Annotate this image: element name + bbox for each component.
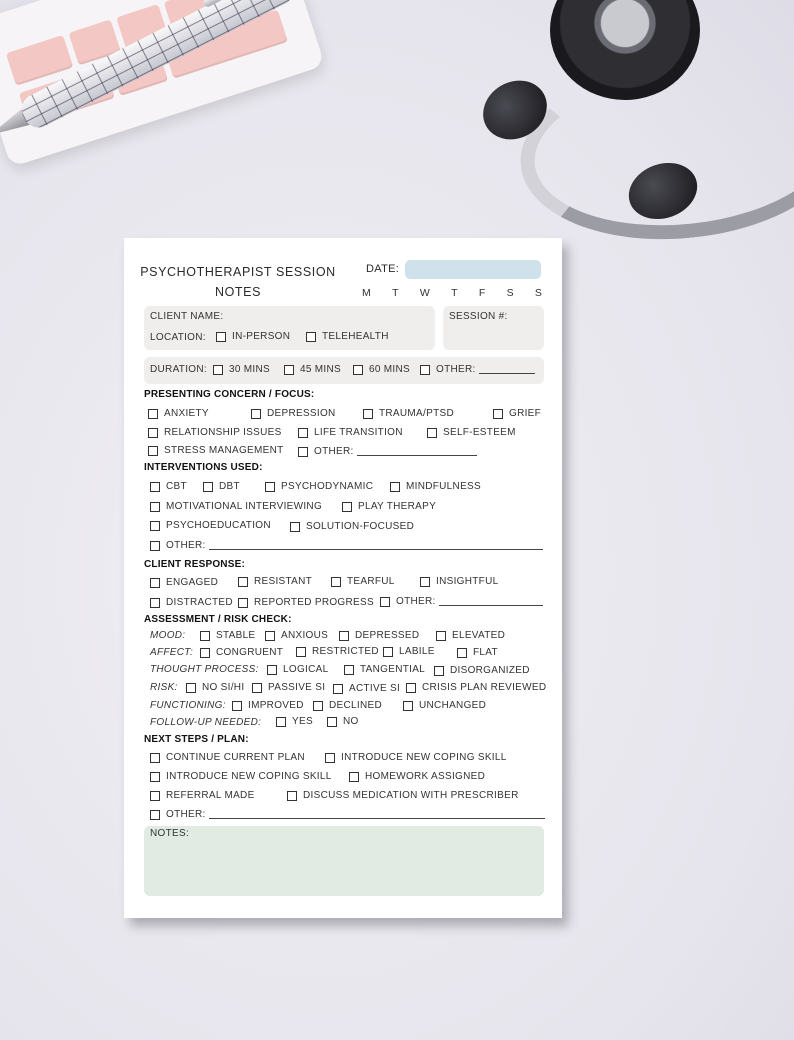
option-label: LOGICAL [283,664,329,675]
option-label: MOTIVATIONAL INTERVIEWING [166,501,323,512]
option-label: TRAUMA/PTSD [379,408,454,419]
checkbox[interactable] [150,482,160,492]
checkbox[interactable] [150,753,160,763]
weekday-saturday[interactable]: S [506,287,514,299]
option-label: ANXIETY [164,408,209,419]
checkbox[interactable] [150,772,160,782]
checkbox[interactable] [265,482,275,492]
plan-homework-option[interactable] [349,771,485,782]
session-notes-sheet [124,238,562,918]
checkbox[interactable] [200,631,210,641]
response-insightful-option[interactable] [420,576,498,587]
option-label: OTHER: [166,809,206,820]
checkbox[interactable] [298,447,308,457]
checkbox[interactable] [232,701,242,711]
option-label: REPORTED PROGRESS [254,597,374,608]
checkbox[interactable] [325,753,335,763]
checkbox[interactable] [353,365,363,375]
write-in-line[interactable] [439,597,543,606]
option-label: NO [343,716,359,727]
option-label: DISCUSS MEDICATION WITH PRESCRIBER [303,790,519,801]
client-response-heading: CLIENT RESPONSE: [144,559,245,570]
functioning-improved-option[interactable] [232,700,304,711]
functioning-unchanged-option[interactable] [403,700,486,711]
checkbox[interactable] [363,409,373,419]
intervention-solution-focused-option[interactable] [290,521,414,532]
concern-depression-option[interactable] [251,408,336,419]
session-number-label: SESSION #: [449,311,508,322]
option-label: STABLE [216,630,256,641]
plan-medication-option[interactable] [287,790,519,801]
option-label: UNCHANGED [419,700,487,711]
location-in-person-option[interactable] [216,331,290,342]
option-label: TANGENTIAL [360,664,426,675]
mood-label: MOOD: [150,630,186,641]
concern-anxiety-option[interactable] [148,408,209,419]
write-in-line[interactable] [209,541,543,550]
option-label: MINDFULNESS [406,481,481,492]
checkbox[interactable] [150,578,160,588]
intervention-psychodynamic-option[interactable] [265,481,373,492]
location-label: LOCATION: [150,332,206,343]
mood-stable-option[interactable] [200,630,255,641]
checkbox[interactable] [150,598,160,608]
response-engaged-option[interactable] [150,577,218,588]
intervention-cbt-option[interactable] [150,481,187,492]
option-label: INSIGHTFUL [436,576,499,587]
interventions-heading: INTERVENTIONS USED: [144,462,263,473]
checkbox[interactable] [252,683,262,693]
checkbox[interactable] [436,631,446,641]
duration-label: DURATION: [150,364,207,375]
checkbox[interactable] [327,717,337,727]
notes-label: NOTES: [150,828,190,839]
checkbox[interactable] [493,409,503,419]
option-label: RESTRICTED [312,646,379,657]
plan-coping-skill-option[interactable] [325,752,507,763]
checkbox[interactable] [287,791,297,801]
checkbox[interactable] [406,683,416,693]
option-label: OTHER: [396,596,436,607]
affect-flat-option[interactable] [457,647,498,658]
plan-coping-skill-option-2[interactable] [150,771,332,782]
location-telehealth-option[interactable] [306,331,389,342]
presenting-concern-heading: PRESENTING CONCERN / FOCUS: [144,389,315,400]
option-label: TELEHEALTH [322,331,389,342]
option-label: LABILE [399,646,435,657]
checkbox[interactable] [150,791,160,801]
thought-tangential-option[interactable] [344,664,425,675]
functioning-declined-option[interactable] [313,700,382,711]
risk-crisis-plan-option[interactable] [406,682,546,693]
option-label: DBT [219,481,240,492]
weekday-row [362,287,542,299]
checkbox[interactable] [216,332,226,342]
checkbox[interactable] [284,365,294,375]
option-label: GRIEF [509,408,542,419]
option-label: PSYCHODYNAMIC [281,481,374,492]
checkbox[interactable] [150,541,160,551]
client-name-label: CLIENT NAME: [150,311,224,322]
checkbox[interactable] [298,428,308,438]
risk-label: RISK: [150,682,178,693]
option-label: 45 MINS [300,364,342,375]
checkbox[interactable] [276,717,286,727]
option-label: DECLINED [329,700,382,711]
checkbox[interactable] [339,631,349,641]
duration-other-option[interactable] [420,364,535,375]
checkbox[interactable] [265,631,275,641]
concern-life-transition-option[interactable] [298,427,403,438]
option-label: OTHER: [314,446,354,457]
checkbox[interactable] [150,810,160,820]
option-label: ENGAGED [166,577,219,588]
checkbox[interactable] [313,701,323,711]
assessment-heading: ASSESSMENT / RISK CHECK: [144,614,292,625]
checkbox[interactable] [349,772,359,782]
option-label: OTHER: [436,364,476,375]
date-field[interactable] [405,260,541,279]
option-label: LIFE TRANSITION [314,427,403,438]
option-label: 30 MINS [229,364,271,375]
option-label: PLAY THERAPY [358,501,437,512]
write-in-line[interactable] [209,810,545,819]
option-label: INTRODUCE NEW COPING SKILL [166,771,332,782]
next-steps-heading: NEXT STEPS / PLAN: [144,734,249,745]
option-label: STRESS MANAGEMENT [164,445,284,456]
date-label: DATE: [366,263,400,275]
option-label: DISORGANIZED [450,665,530,676]
option-label: HOMEWORK ASSIGNED [365,771,486,782]
thought-process-label: THOUGHT PROCESS: [150,664,259,675]
response-tearful-option[interactable] [331,576,395,587]
plan-other-option[interactable] [150,809,545,820]
option-label: FLAT [473,647,498,658]
weekday-thursday[interactable]: T [451,287,458,299]
affect-labile-option[interactable] [383,646,435,657]
plan-referral-option[interactable] [150,790,255,801]
intervention-other-option[interactable] [150,540,543,551]
option-label: NO SI/HI [202,682,245,693]
follow-up-yes-option[interactable] [276,716,313,727]
checkbox[interactable] [333,684,343,694]
option-label: TEARFUL [347,576,395,587]
checkbox[interactable] [148,446,158,456]
option-label: RELATIONSHIP ISSUES [164,427,282,438]
option-label: REFERRAL MADE [166,790,255,801]
write-in-line[interactable] [357,447,477,456]
option-label: SELF-ESTEEM [443,427,516,438]
risk-passive-si-option[interactable] [252,682,325,693]
option-label: IN-PERSON [232,331,291,342]
affect-congruent-option[interactable] [200,647,283,658]
checkbox[interactable] [238,577,248,587]
mood-depressed-option[interactable] [339,630,419,641]
option-label: ANXIOUS [281,630,329,641]
checkbox[interactable] [403,701,413,711]
option-label: IMPROVED [248,700,304,711]
affect-label: AFFECT: [150,647,194,658]
weekday-friday[interactable]: F [478,287,486,299]
option-label: DEPRESSED [355,630,420,641]
duration-60-option[interactable] [353,364,410,375]
option-label: YES [292,716,313,727]
checkbox[interactable] [457,648,467,658]
checkbox[interactable] [213,365,223,375]
checkbox[interactable] [383,647,393,657]
checkbox[interactable] [342,502,352,512]
risk-no-si-option[interactable] [186,682,244,693]
follow-up-label: FOLLOW-UP NEEDED: [150,717,262,728]
intervention-play-therapy-option[interactable] [342,501,436,512]
checkbox[interactable] [150,502,160,512]
follow-up-no-option[interactable] [327,716,359,727]
write-in-line[interactable] [479,365,535,374]
duration-30-option[interactable] [213,364,270,375]
response-other-option[interactable] [380,596,543,607]
intervention-dbt-option[interactable] [203,481,240,492]
concern-self-esteem-option[interactable] [427,427,516,438]
weekday-wednesday[interactable]: W [419,287,430,299]
checkbox[interactable] [344,665,354,675]
weekday-monday[interactable]: M [362,287,371,299]
option-label: PSYCHOEDUCATION [166,520,271,531]
checkbox[interactable] [238,598,248,608]
checkbox[interactable] [251,409,261,419]
checkbox[interactable] [380,597,390,607]
checkbox[interactable] [390,482,400,492]
checkbox[interactable] [267,665,277,675]
option-label: DEPRESSION [267,408,336,419]
concern-trauma-option[interactable] [363,408,454,419]
checkbox[interactable] [427,428,437,438]
plan-continue-option[interactable] [150,752,305,763]
option-label: DISTRACTED [166,597,233,608]
intervention-mindfulness-option[interactable] [390,481,481,492]
option-label: OTHER: [166,540,206,551]
thought-disorganized-option[interactable] [434,665,530,676]
option-label: INTRODUCE NEW COPING SKILL [341,752,507,763]
mood-anxious-option[interactable] [265,630,328,641]
checkbox[interactable] [306,332,316,342]
checkbox[interactable] [420,365,430,375]
checkbox[interactable] [148,428,158,438]
intervention-psychoeducation-option[interactable] [150,520,271,531]
concern-stress-option[interactable] [148,445,284,456]
checkbox[interactable] [420,577,430,587]
concern-other-option[interactable] [298,446,477,457]
option-label: 60 MINS [369,364,411,375]
option-label: ACTIVE SI [349,683,401,694]
option-label: CBT [166,481,187,492]
option-label: ELEVATED [452,630,506,641]
keyboard [0,0,325,167]
intervention-motivational-option[interactable] [150,501,322,512]
response-distracted-option[interactable] [150,597,233,608]
checkbox[interactable] [296,647,306,657]
option-label: CRISIS PLAN REVIEWED [422,682,547,693]
functioning-label: FUNCTIONING: [150,700,226,711]
checkbox[interactable] [200,648,210,658]
option-label: SOLUTION-FOCUSED [306,521,415,532]
response-progress-option[interactable] [238,597,374,608]
sheet-title: PSYCHOTHERAPIST SESSION NOTES [140,265,336,299]
notes-field[interactable] [144,826,544,896]
checkbox[interactable] [186,683,196,693]
weekday-sunday[interactable]: S [534,287,542,299]
weekday-tuesday[interactable]: T [392,287,399,299]
concern-relationship-option[interactable] [148,427,282,438]
checkbox[interactable] [290,522,300,532]
mood-elevated-option[interactable] [436,630,505,641]
option-label: RESISTANT [254,576,313,587]
option-label: CONTINUE CURRENT PLAN [166,752,305,763]
duration-45-option[interactable] [284,364,341,375]
checkbox[interactable] [434,666,444,676]
checkbox[interactable] [148,409,158,419]
option-label: CONGRUENT [216,647,284,658]
checkbox[interactable] [331,577,341,587]
concern-grief-option[interactable] [493,408,541,419]
risk-active-si-option[interactable] [333,683,400,694]
response-resistant-option[interactable] [238,576,312,587]
thought-logical-option[interactable] [267,664,328,675]
option-label: PASSIVE SI [268,682,326,693]
checkbox[interactable] [150,521,160,531]
affect-restricted-option[interactable] [296,646,379,657]
checkbox[interactable] [203,482,213,492]
